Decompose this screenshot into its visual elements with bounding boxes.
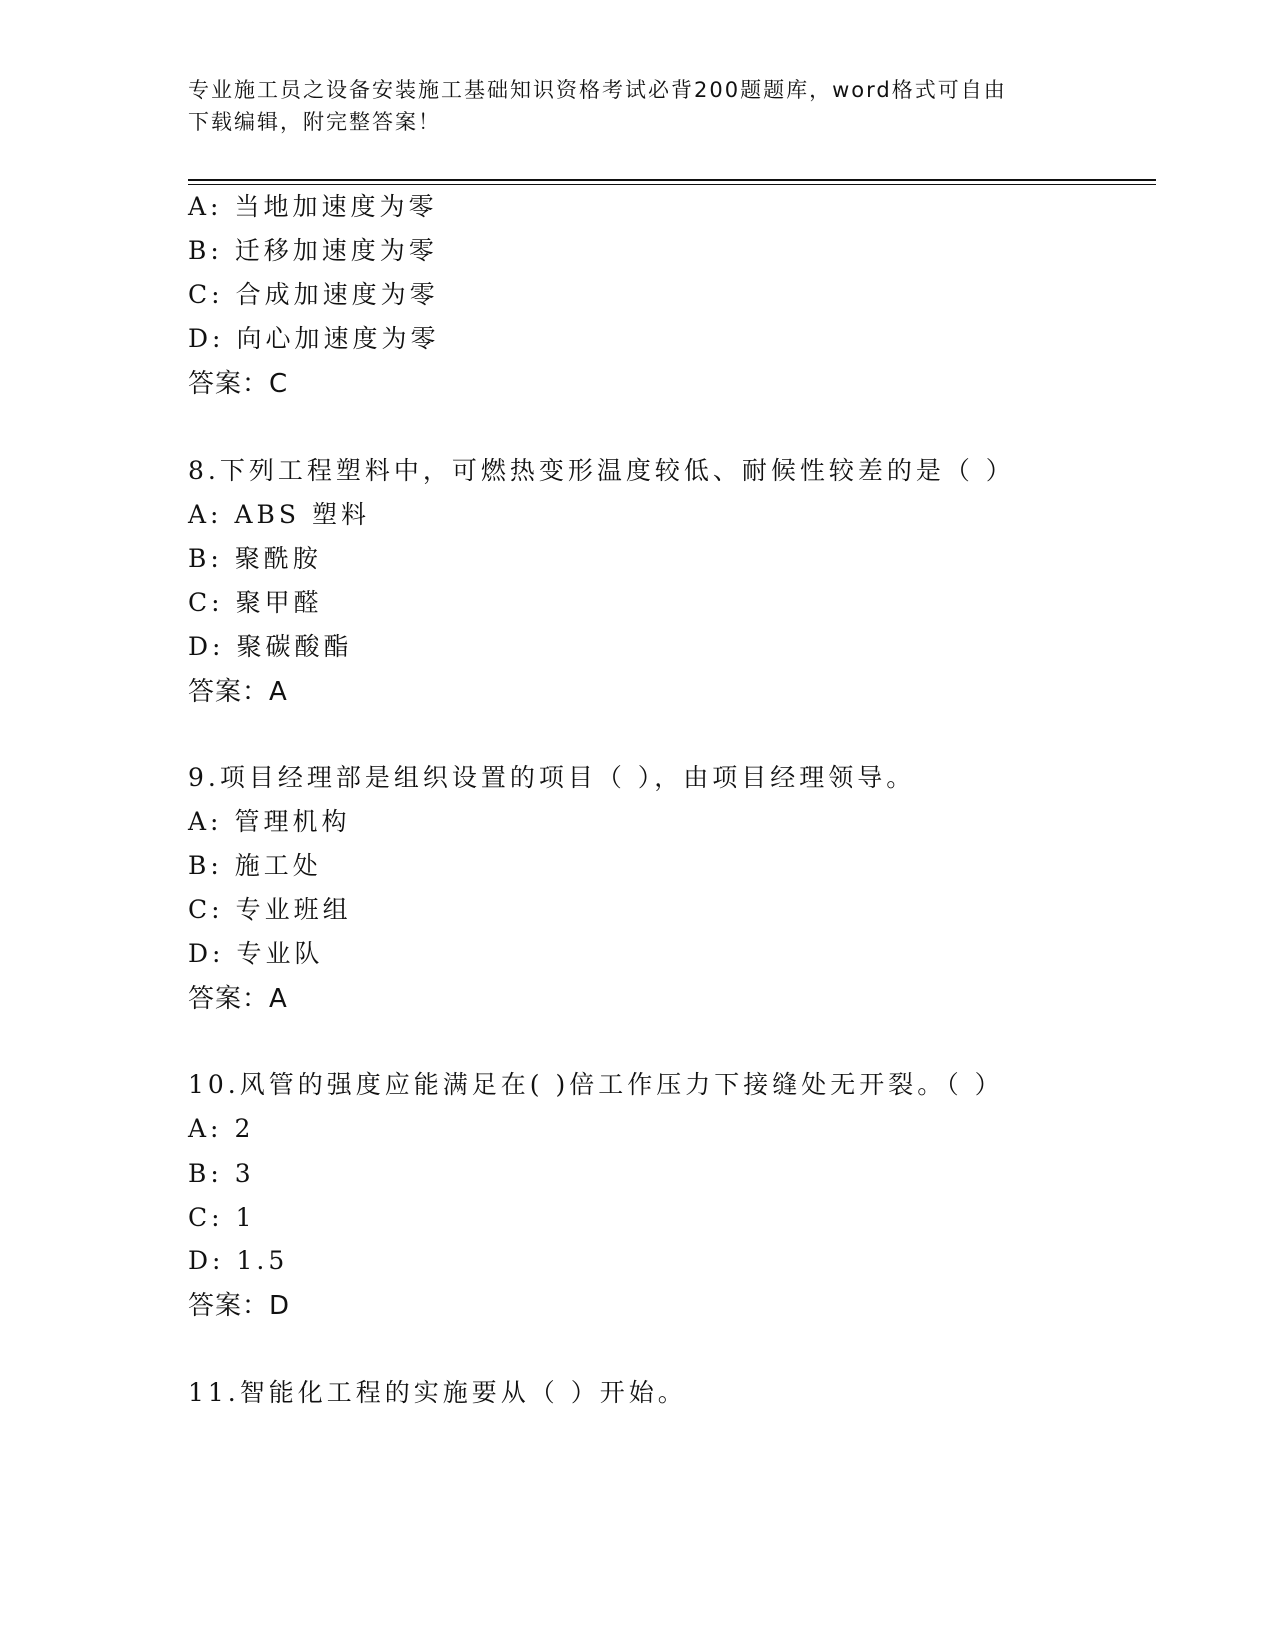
- q10-option-b: [188, 1159, 255, 1189]
- header-divider-thin: [188, 184, 1156, 185]
- option-text: 聚碳酸酯: [236, 632, 353, 661]
- option-key: A:: [188, 1114, 223, 1143]
- option-text: 聚酰胺: [234, 544, 322, 573]
- q7-option-c: [188, 280, 439, 310]
- q9-option-c: [188, 895, 352, 925]
- q9-answer: 答案：A: [188, 984, 288, 1014]
- option-text: 当地加速度为零: [234, 192, 438, 221]
- q10-option-c: [188, 1203, 255, 1233]
- option-key: A:: [188, 500, 223, 529]
- option-text: 向心加速度为零: [236, 324, 440, 353]
- q10-option-d: [188, 1246, 288, 1276]
- option-text: 聚甲醛: [235, 588, 323, 617]
- option-key: D:: [188, 1246, 225, 1275]
- option-text: 合成加速度为零: [235, 280, 439, 309]
- q9-option-d: [188, 939, 323, 969]
- option-key: C:: [188, 1203, 224, 1232]
- option-text: 专业队: [236, 939, 324, 968]
- q8-option-a: [188, 500, 370, 530]
- q8-option-b: [188, 544, 322, 574]
- q8-option-c: [188, 588, 323, 618]
- q11-question: 11.智能化工程的实施要从（ ）开始。: [188, 1378, 687, 1407]
- option-key: B:: [188, 544, 223, 573]
- header-divider-thick: [188, 179, 1156, 181]
- option-text: 1: [235, 1203, 256, 1232]
- option-key: B:: [188, 851, 223, 880]
- q8-question: 8.下列工程塑料中，可燃热变形温度较低、耐候性较差的是（ ）: [188, 456, 1015, 485]
- q10-answer: 答案：D: [188, 1291, 291, 1321]
- option-key: D:: [188, 939, 225, 968]
- option-text: ABS 塑料: [234, 500, 370, 529]
- q7-option-b: [188, 236, 438, 266]
- option-key: C:: [188, 588, 224, 617]
- q8-option-d: [188, 632, 352, 662]
- q9-option-a: [188, 807, 351, 837]
- option-key: D:: [188, 324, 225, 353]
- option-text: 施工处: [234, 851, 322, 880]
- q9-question: 9.项目经理部是组织设置的项目（ ），由项目经理领导。: [188, 763, 916, 792]
- option-key: A:: [188, 192, 223, 221]
- option-text: 管理机构: [234, 807, 351, 836]
- q10-question: 10.风管的强度应能满足在( )倍工作压力下接缝处无开裂。（ ）: [188, 1070, 1004, 1099]
- option-text: 专业班组: [235, 895, 352, 924]
- option-key: B:: [188, 1159, 223, 1188]
- q8-answer: 答案：A: [188, 677, 288, 707]
- option-key: C:: [188, 280, 224, 309]
- option-key: B:: [188, 236, 223, 265]
- option-text: 3: [234, 1159, 255, 1188]
- q9-option-b: [188, 851, 322, 881]
- option-text: 2: [234, 1114, 255, 1143]
- header-line-1: 专业施工员之设备安装施工基础知识资格考试必背200题题库，word格式可自由: [188, 78, 1007, 102]
- q7-option-d: [188, 324, 439, 354]
- q7-option-a: [188, 192, 438, 222]
- option-key: A:: [188, 807, 223, 836]
- document-header: [188, 74, 1088, 138]
- header-line-2: 下载编辑，附完整答案！: [188, 110, 441, 134]
- q7-answer: 答案：C: [188, 369, 289, 399]
- option-key: C:: [188, 895, 224, 924]
- q10-option-a: [188, 1114, 254, 1144]
- option-key: D:: [188, 632, 225, 661]
- option-text: 迁移加速度为零: [234, 236, 438, 265]
- option-text: 1.5: [236, 1246, 289, 1275]
